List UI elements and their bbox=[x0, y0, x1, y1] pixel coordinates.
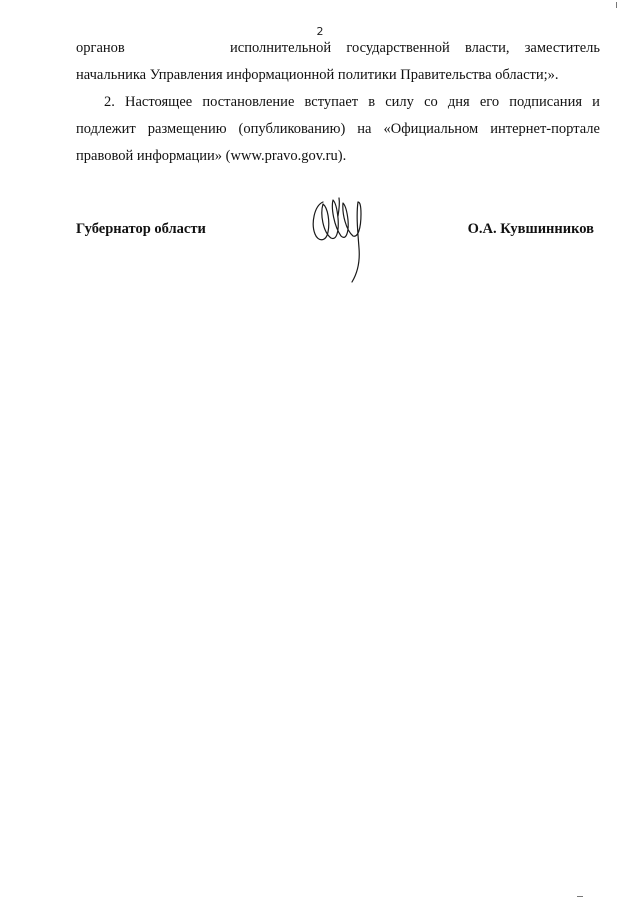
word: интернет-портале bbox=[490, 121, 600, 137]
word: «Официальном bbox=[383, 121, 479, 137]
signer-position-title: Губернатор области bbox=[76, 221, 206, 237]
word: размещению bbox=[147, 121, 227, 137]
word: органов bbox=[76, 40, 125, 56]
word: его bbox=[479, 94, 500, 110]
paragraph-1-line-1 bbox=[76, 39, 600, 57]
handwritten-signature-icon bbox=[309, 194, 373, 284]
word: заместитель bbox=[524, 40, 600, 56]
word: со bbox=[424, 94, 438, 110]
scan-artifact bbox=[616, 2, 617, 8]
word: дня bbox=[447, 94, 470, 110]
paragraph-2-line-1 bbox=[104, 93, 600, 111]
paragraph-2-line-3: правовой информации» (www.pravo.gov.ru). bbox=[76, 148, 347, 164]
word: и bbox=[592, 94, 600, 110]
word: постановление bbox=[202, 94, 295, 110]
word: (опубликованию) bbox=[238, 121, 346, 137]
page-number: 2 bbox=[316, 25, 324, 38]
word: подлежит bbox=[76, 121, 136, 137]
word: силу bbox=[385, 94, 414, 110]
word: власти, bbox=[464, 40, 510, 56]
paragraph-1-line-2: начальника Управления информационной политики Правительства области;». bbox=[76, 67, 559, 83]
word: в bbox=[368, 94, 376, 110]
word: 2. bbox=[104, 94, 115, 110]
signer-name: О.А. Кувшинников bbox=[467, 221, 594, 237]
paragraph-2-line-2 bbox=[76, 120, 600, 138]
scan-artifact bbox=[577, 896, 583, 897]
word: Настоящее bbox=[125, 94, 193, 110]
word: на bbox=[357, 121, 372, 137]
word: вступает bbox=[304, 94, 359, 110]
word: исполнительной bbox=[230, 40, 332, 56]
word: подписания bbox=[509, 94, 582, 110]
word: государственной bbox=[346, 40, 450, 56]
